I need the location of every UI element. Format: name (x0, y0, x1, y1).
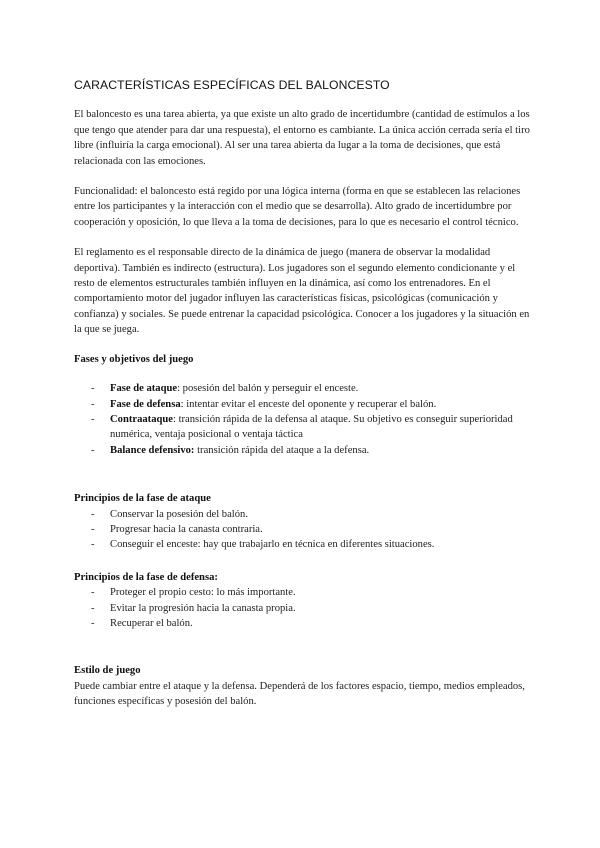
list-item (74, 412, 530, 443)
list-item (74, 585, 530, 600)
fases-list (74, 381, 530, 458)
fase-text: : intentar evitar el enceste del oponente y recuperar el balón. (180, 398, 437, 410)
list-item (74, 616, 530, 631)
document-page (74, 78, 530, 710)
dash-bullet: - (91, 602, 95, 614)
dash-bullet: - (91, 413, 95, 425)
paragraph-estilo: Puede cambiar entre el ataque y la defensa. Dependerá de los factores espacio, tiempo, medios empleados, funciones específicas y posesión del balón. (74, 680, 525, 708)
list-item (74, 601, 530, 616)
list-item-text: Progresar hacia la canasta contraria. (110, 523, 263, 535)
fase-text: transición rápida del ataque a la defensa. (194, 444, 370, 456)
section-heading-estilo: Estilo de juego (74, 665, 141, 677)
list-item-text: Evitar la progresión hacia la canasta propia. (110, 602, 296, 614)
list-item-text: Recuperar el balón. (110, 617, 193, 629)
dash-bullet: - (91, 587, 95, 599)
ataque-list (74, 507, 530, 553)
list-item (74, 443, 530, 458)
dash-bullet: - (91, 617, 95, 629)
list-item (74, 537, 530, 552)
dash-bullet: - (91, 398, 95, 410)
paragraph-funcionalidad: Funcionalidad: el baloncesto está regido por una lógica interna (forma en que se establecen las relaciones entre los participantes y la interacción con el medio que se desarrolla). Alto grado de incertidumbre por cooperación y oposición, lo que lleva a la toma de decisiones, para lo que es necesario el control técnico. (74, 186, 521, 228)
fase-term: Contraataque (110, 413, 173, 425)
dash-bullet: - (91, 508, 95, 520)
dash-bullet: - (91, 539, 95, 551)
fase-text: : transición rápida de la defensa al ataque. Su objetivo es conseguir superioridad numérica, ventaja posicional o ventaja táctica (110, 413, 513, 441)
defensa-list (74, 585, 530, 631)
list-item (74, 381, 530, 396)
section-heading-ataque: Principios de la fase de ataque (74, 493, 211, 505)
list-item (74, 397, 530, 412)
paragraph-intro: El baloncesto es una tarea abierta, ya que existe un alto grado de incertidumbre (cantidad de estímulos a los que tengo que atender para dar una respuesta), el entorno es cambiante. La única acción cerrada sería el tiro libre (influiría la carga emocional). Al ser una tarea abierta da lugar a la toma de decisiones, que está relacionada con las emociones. (74, 109, 530, 167)
fase-term: Fase de ataque (110, 383, 178, 395)
fase-term: Fase de defensa (110, 398, 181, 410)
list-item (74, 522, 530, 537)
list-item (74, 507, 530, 522)
dash-bullet: - (91, 383, 95, 395)
fase-text: : posesión del balón y perseguir el enceste. (177, 383, 359, 395)
dash-bullet: - (91, 444, 95, 456)
page-title: CARACTERÍSTICAS ESPECÍFICAS DEL BALONCESTO (74, 78, 390, 92)
list-item-text: Conservar la posesión del balón. (110, 508, 248, 520)
list-item-text: Conseguir el enceste: hay que trabajarlo en técnica en diferentes situaciones. (110, 539, 435, 551)
section-heading-fases: Fases y objetivos del juego (74, 353, 194, 365)
dash-bullet: - (91, 523, 95, 535)
section-heading-defensa: Principios de la fase de defensa: (74, 571, 218, 583)
fase-term: Balance defensivo: (110, 444, 195, 456)
paragraph-reglamento: El reglamento es el responsable directo de la dinámica de juego (manera de observar la modalidad deportiva). También es indirecto (estructura). Los jugadores son el segundo elemento condicionante y el resto de elementos estructurales también influyen en la dinámica, así como los entrenadores. En el comportamiento motor del jugador influyen las características físicas, psicológicas (comunicación y confianza) y sociales. Se puede entrenar la capacidad psicológica. Conocer a los jugadores y la situación en la que se juega. (74, 247, 530, 336)
list-item-text: Proteger el propio cesto: lo más importante. (110, 587, 296, 599)
